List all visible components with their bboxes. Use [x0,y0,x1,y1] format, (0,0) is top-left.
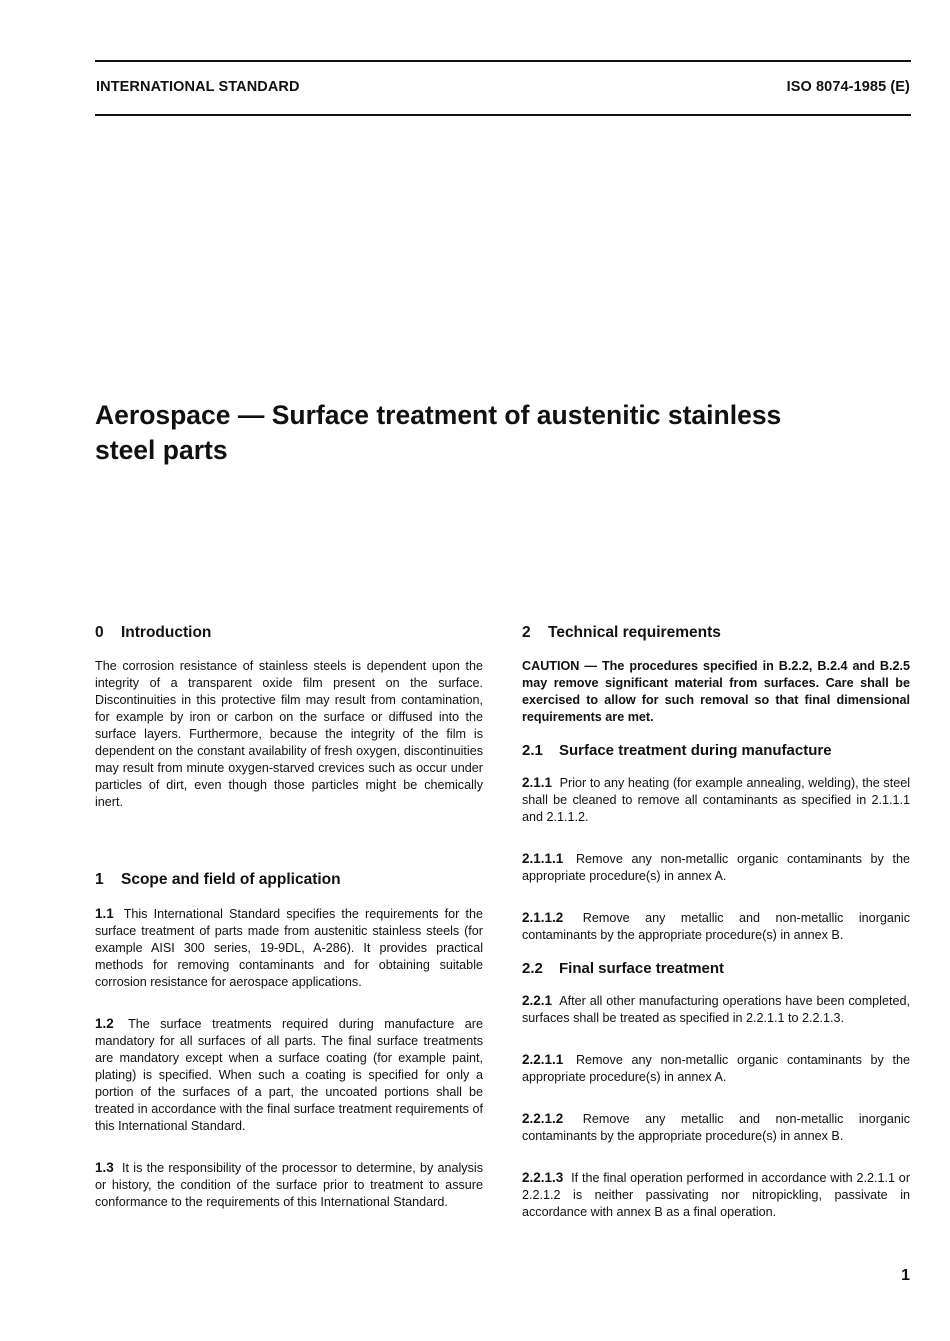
clause-text: It is the responsibility of the processor to determine, by analysis or history, the condition of the surface prior to treatment to assure conformance to the requirements of this International Standard. [95,1161,483,1209]
clause-text: This International Standard specifies the requirements for the surface treatment of parts made from austenitic stainless steels (for example AISI 300 series, 19-9DL, A-286). It provides practical methods for removing contaminants and for obtaining suitable corrosion resistance for aerospace applications. [95,907,483,989]
section-title: Introduction [121,624,212,641]
clause-number: 1.3 [95,1160,114,1175]
clause-text: After all other manufacturing operations have been completed, surfaces shall be treated as specified in 2.2.1.1 to 2.2.1.3. [522,994,910,1025]
subsection-title: Final surface treatment [559,960,725,977]
header-document-id: ISO 8074-1985 (E) [786,79,910,95]
header-bottom-rule [95,114,911,116]
subsection-2-2-heading [522,958,910,980]
clause-1-1 [95,905,483,991]
document-title-line-1: Aerospace — Surface treatment of austenitic stainless [95,400,782,430]
clause-2-2-1-2 [522,1110,910,1145]
introduction-paragraph: The corrosion resistance of stainless steels is dependent upon the integrity of a transparent oxide film present on the surface. Discontinuities in this protective film may result from contamination, for example by iron or carbon on the surface or diffused into the surface layers. Furthermore, because the integrity of the film is dependent on the constant availability of fresh oxygen, discontinuities may result from minute oxygen-starved crevices such as occur under particles of dirt, even though those particles might be chemically inert. [95,659,483,809]
caution-notice: CAUTION — The procedures specified in B.2.2, B.2.4 and B.2.5 may remove significant material from surfaces. Care shall be exercised to allow for such removal so that final dimensional requirements are met. [522,659,910,724]
clause-text: The surface treatments required during manufacture are mandatory for all surfaces of all parts. The final surface treatments are mandatory except when a surface coating (for example paint, plating) is specified. When such a coating is specified for only a portion of the surfaces of a part, the uncoated portions shall be treated in accordance with the final surface treatment requirements of this International Standard. [95,1017,483,1133]
document-title-line-2: steel parts [95,435,228,465]
section-2-heading [522,622,910,644]
subsection-number: 2.2 [522,960,543,977]
clause-text: Remove any non-metallic organic contaminants by the appropriate procedure(s) in annex A. [522,852,910,883]
clause-2-1-1 [522,774,910,826]
clause-number: 2.2.1.3 [522,1170,564,1185]
page-number: 1 [901,1267,910,1284]
header-standard-label: INTERNATIONAL STANDARD [96,79,300,95]
clause-number: 2.1.1 [522,775,553,790]
subsection-2-1-heading [522,740,910,762]
clause-1-2 [95,1015,483,1135]
clause-2-1-1-2 [522,909,910,944]
clause-number: 2.1.1.2 [522,910,564,925]
clause-2-1-1-1 [522,850,910,885]
document-title [95,398,895,468]
clause-text: If the final operation performed in accordance with 2.2.1.1 or 2.2.1.2 is neither passivating nor nitropickling, passivate in accordance with annex B as a final operation. [522,1171,911,1219]
clause-number: 2.2.1.1 [522,1052,564,1067]
header-top-rule [95,60,911,62]
left-column [95,622,483,1211]
section-title: Technical requirements [548,624,721,641]
subsection-number: 2.1 [522,742,543,759]
clause-number: 1.1 [95,906,114,921]
clause-2-2-1-1 [522,1051,910,1086]
clause-text: Prior to any heating (for example annealing, welding), the steel shall be cleaned to remove all contaminants as specified in 2.1.1.1 and 2.1.1.2. [522,776,910,824]
clause-text: Remove any non-metallic organic contaminants by the appropriate procedure(s) in annex A. [522,1053,910,1084]
clause-text: Remove any metallic and non-metallic inorganic contaminants by the appropriate procedure(s) in annex B. [522,1112,910,1143]
subsection-title: Surface treatment during manufacture [559,742,832,759]
section-number: 1 [95,871,104,888]
section-number: 0 [95,624,104,641]
section-title: Scope and field of application [121,871,341,888]
clause-number: 2.2.1.2 [522,1111,564,1126]
clause-1-3 [95,1159,483,1211]
section-number: 2 [522,624,531,641]
section-1-heading [95,869,483,891]
clause-number: 1.2 [95,1016,114,1031]
clause-2-2-1 [522,992,910,1027]
clause-2-2-1-3 [522,1169,910,1221]
clause-number: 2.2.1 [522,993,553,1008]
right-column [522,622,910,1221]
section-0-heading [95,622,483,644]
clause-number: 2.1.1.1 [522,851,564,866]
clause-text: Remove any metallic and non-metallic inorganic contaminants by the appropriate procedure(s) in annex B. [522,911,910,942]
